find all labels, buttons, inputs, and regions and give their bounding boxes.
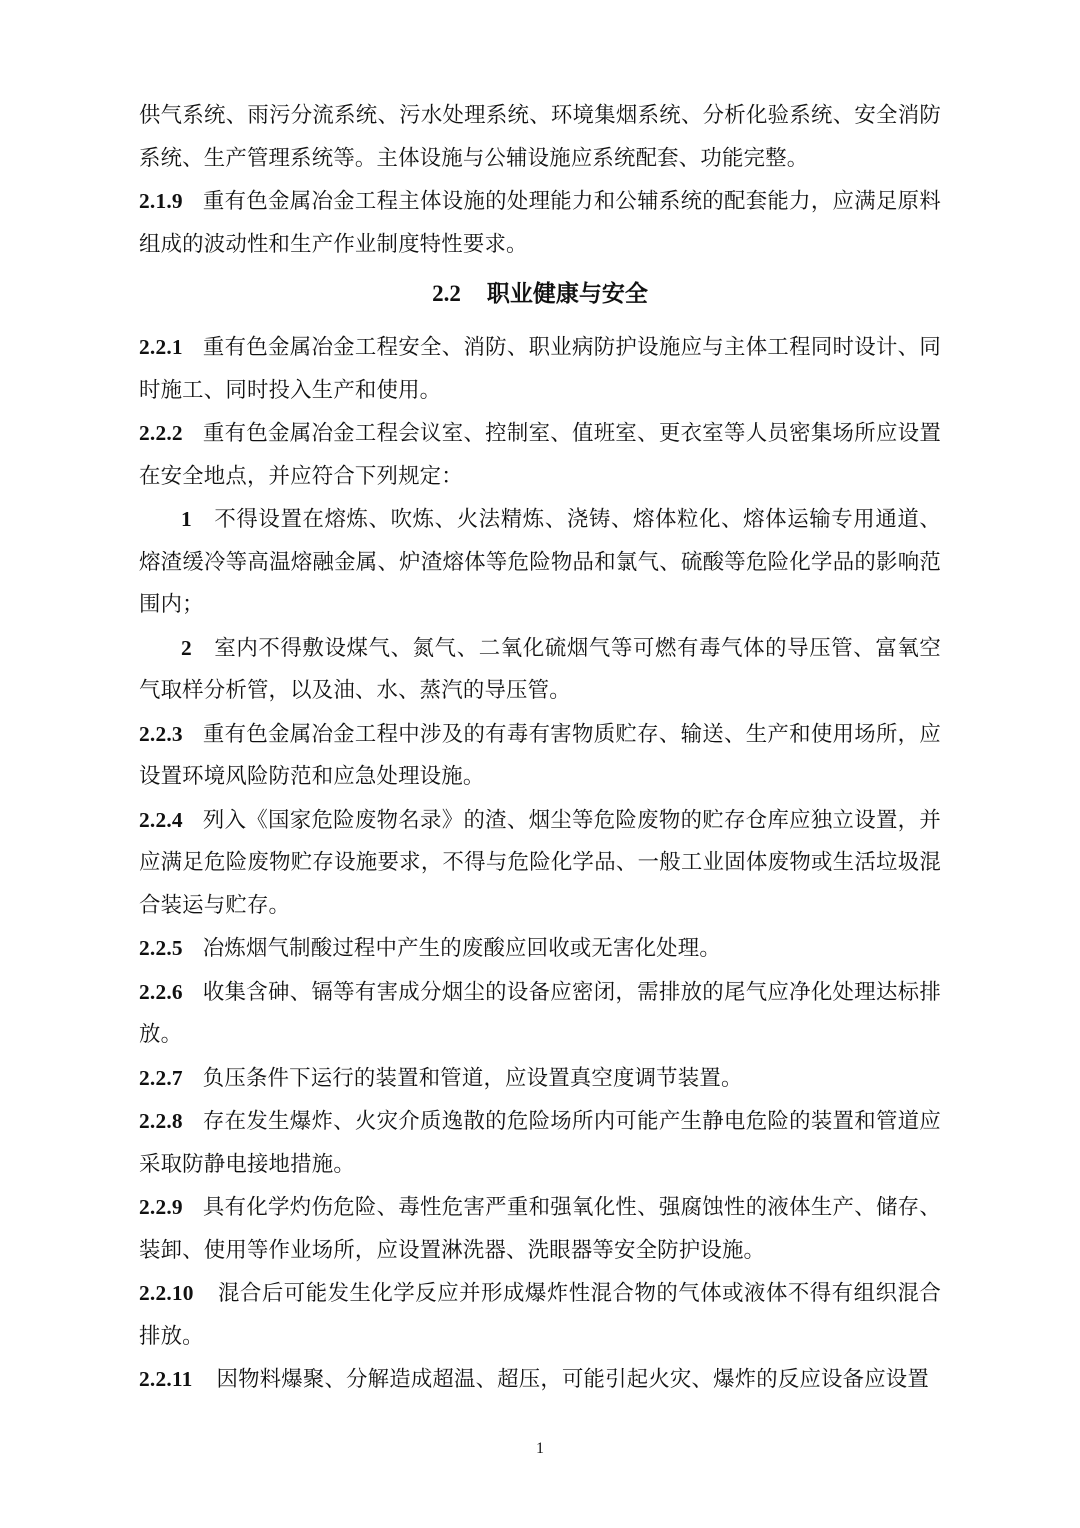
item-text: 室内不得敷设煤气、氮气、二氧化硫烟气等可燃有毒气体的导压管、富氧空气取样分析管，以及油、水、蒸汽的导压管。 [139, 635, 941, 703]
page-number: 1 [536, 1440, 544, 1457]
clause-number: 2.2.5 [139, 936, 183, 960]
clause-number: 2.2.8 [139, 1109, 183, 1133]
clause-number: 2.2.7 [139, 1065, 183, 1090]
paragraph-continuation: 供气系统、雨污分流系统、污水处理系统、环境集烟系统、分析化验系统、安全消防系统、生产管理系统等。主体设施与公辅设施应系统配套、功能完整。 [139, 103, 941, 171]
clause-text: 存在发生爆炸、火灾介质逸散的危险场所内可能产生静电危险的装置和管道应采取防静电接地措施。 [139, 1109, 941, 1177]
clause-number: 2.2.11 [139, 1367, 193, 1391]
clause-text: 重有色金属冶金工程会议室、控制室、值班室、更衣室等人员密集场所应设置在安全地点，并应符合下列规定： [139, 421, 941, 489]
clause-number: 2.1.9 [139, 189, 183, 213]
clause-2-2-9 [139, 1186, 941, 1272]
item-number: 1 [181, 507, 192, 531]
clause-2-2-10 [139, 1272, 941, 1358]
clause-text: 重有色金属冶金工程主体设施的处理能力和公辅系统的配套能力，应满足原料组成的波动性和生产作业制度特性要求。 [139, 189, 941, 257]
clause-2-2-7 [139, 1057, 941, 1101]
clause-text: 收集含砷、镉等有害成分烟尘的设备应密闭，需排放的尾气应净化处理达标排放。 [139, 979, 941, 1047]
clause-2-2-11 [139, 1358, 941, 1402]
item-number: 2 [181, 635, 192, 660]
clause-text: 负压条件下运行的装置和管道，应设置真空度调节装置。 [202, 1065, 743, 1091]
clause-number: 2.2.4 [139, 807, 183, 832]
section-heading [139, 272, 941, 316]
clause-2-2-6 [139, 971, 941, 1057]
clause-2-2-2-item-1 [139, 498, 941, 627]
clause-text: 重有色金属冶金工程安全、消防、职业病防护设施应与主体工程同时设计、同时施工、同时投入生产和使用。 [139, 335, 941, 403]
clause-number: 2.2.1 [139, 335, 183, 359]
document-page [139, 95, 941, 1402]
clause-number: 2.2.10 [139, 1281, 194, 1305]
section-number: 2.2 [432, 281, 461, 306]
clause-2-2-4 [139, 799, 941, 928]
clause-text: 混合后可能发生化学反应并形成爆炸性混合物的气体或液体不得有组织混合排放。 [139, 1281, 941, 1349]
clause-text: 列入《国家危险废物名录》的渣、烟尘等危险废物的贮存仓库应独立设置，并应满足危险废物贮存设施要求，不得与危险化学品、一般工业固体废物或生活垃圾混合装运与贮存。 [139, 807, 941, 918]
clause-2-2-2-item-2 [139, 627, 941, 713]
clause-2-2-1 [139, 326, 941, 412]
item-text: 不得设置在熔炼、吹炼、火法精炼、浇铸、熔体粒化、熔体运输专用通道、熔渣缓冷等高温熔融金属、炉渣熔体等危险物品和氯气、硫酸等危险化学品的影响范围内； [139, 507, 941, 617]
clause-2-2-2 [139, 412, 941, 498]
clause-text: 因物料爆聚、分解造成超温、超压，可能引起火灾、爆炸的反应设备应设置 [216, 1367, 929, 1392]
clause-text: 重有色金属冶金工程中涉及的有毒有害物质贮存、输送、生产和使用场所，应设置环境风险防范和应急处理设施。 [139, 721, 941, 789]
section-title: 职业健康与安全 [486, 280, 648, 307]
clause-text: 具有化学灼伤危险、毒性危害严重和强氧化性、强腐蚀性的液体生产、储存、装卸、使用等作业场所，应设置淋洗器、洗眼器等安全防护设施。 [139, 1195, 941, 1263]
clause-text: 冶炼烟气制酸过程中产生的废酸应回收或无害化处理。 [202, 936, 721, 961]
clause-number: 2.2.9 [139, 1195, 183, 1219]
clause-number: 2.2.2 [139, 421, 183, 445]
clause-2-2-3 [139, 713, 941, 799]
clause-number: 2.2.6 [139, 979, 183, 1004]
clause-number: 2.2.3 [139, 721, 183, 746]
clause-2-1-9 [139, 180, 941, 266]
clause-2-2-5 [139, 927, 941, 971]
clause-2-2-8 [139, 1100, 941, 1186]
